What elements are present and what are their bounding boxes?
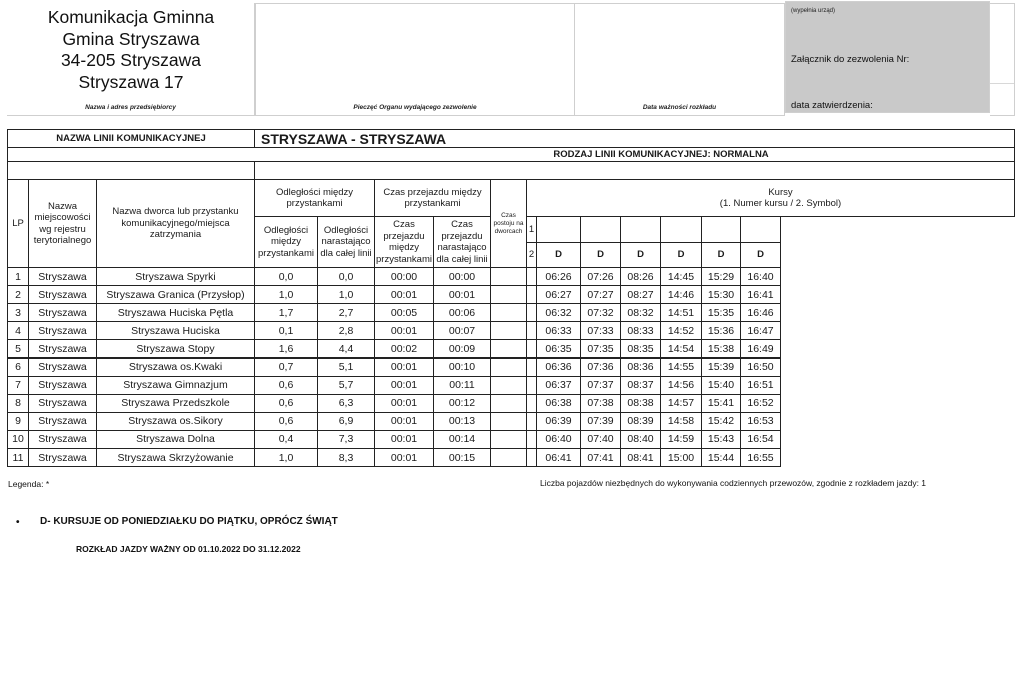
company-line: 34-205 Stryszawa — [60, 50, 202, 70]
course-symbol: D — [740, 242, 781, 268]
cell-dist: 1,6 — [254, 339, 318, 358]
departure-time: 08:37 — [620, 376, 661, 395]
col-stop-time: Czas postoju na dworcach — [490, 179, 527, 268]
cell-time-cum: 00:00 — [433, 267, 491, 286]
course-number — [701, 216, 741, 243]
stop-time-cell — [490, 303, 527, 322]
stop-time-cell — [490, 448, 527, 467]
departure-time: 07:27 — [580, 285, 621, 304]
departure-time: 14:46 — [660, 285, 702, 304]
cell-stop: Stryszawa Dolna — [96, 430, 255, 449]
departure-time: 07:40 — [580, 430, 621, 449]
col-time-group: Czas przejazdu między przystankami — [374, 179, 491, 217]
departure-time: 15:00 — [660, 448, 702, 467]
departure-time: 07:38 — [580, 394, 621, 413]
departure-time: 06:36 — [536, 358, 581, 377]
departure-time: 15:42 — [701, 412, 741, 431]
departure-time: 16:47 — [740, 321, 781, 340]
departure-time: 14:51 — [660, 303, 702, 322]
departure-time: 14:59 — [660, 430, 702, 449]
departure-time: 08:35 — [620, 339, 661, 358]
course-symbol: D — [620, 242, 661, 268]
cell-dist-cum: 1,0 — [317, 285, 375, 304]
departure-time: 14:52 — [660, 321, 702, 340]
departure-time: 15:43 — [701, 430, 741, 449]
departure-time: 16:52 — [740, 394, 781, 413]
line-name-label: NAZWA LINII KOMUNIKACYJNEJ — [7, 129, 255, 148]
stop-time-cell — [490, 358, 527, 377]
departure-time: 16:40 — [740, 267, 781, 286]
col-distance-group: Odległości między przystankami — [254, 179, 375, 217]
cell-dist-cum: 0,0 — [317, 267, 375, 286]
company-line: Stryszawa 17 — [78, 71, 184, 92]
course-symbol: D — [536, 242, 581, 268]
cell-locality: Stryszawa — [28, 285, 97, 304]
cell-time-cum: 00:01 — [433, 285, 491, 304]
company-caption: Nazwa i adres przedsiębiorcy — [85, 104, 176, 111]
col-distance-cumulative: Odległości narastająco dla całej linii — [317, 216, 375, 268]
departure-time: 06:37 — [536, 376, 581, 395]
course-number-row-label: 1 — [526, 216, 537, 243]
cell-lp: 3 — [7, 303, 29, 322]
departure-time: 06:35 — [536, 339, 581, 358]
departure-time: 16:49 — [740, 339, 781, 358]
departure-time: 07:26 — [580, 267, 621, 286]
departure-time: 16:51 — [740, 376, 781, 395]
cell-time: 00:01 — [374, 321, 434, 340]
line-type: RODZAJ LINII KOMUNIKACYJNEJ: NORMALNA — [7, 147, 1015, 162]
cell-lp: 7 — [7, 376, 29, 395]
cell-dist: 1,0 — [254, 285, 318, 304]
stamp-caption: Pieczęć Organu wydającego zezwolenie — [353, 104, 477, 111]
cell-stop: Stryszawa Stopy — [96, 339, 255, 358]
cell-time: 00:01 — [374, 285, 434, 304]
course-number — [536, 216, 581, 243]
office-side-box — [990, 3, 1015, 116]
departure-time: 08:36 — [620, 358, 661, 377]
departure-time: 06:39 — [536, 412, 581, 431]
cell-time: 00:01 — [374, 430, 434, 449]
cell-dist-cum: 4,4 — [317, 339, 375, 358]
course-number — [580, 216, 621, 243]
departure-time: 07:33 — [580, 321, 621, 340]
departure-time: 07:36 — [580, 358, 621, 377]
cell-time: 00:01 — [374, 448, 434, 467]
departure-time: 06:33 — [536, 321, 581, 340]
cell-time: 00:01 — [374, 394, 434, 413]
company-address — [7, 7, 255, 93]
stop-time-cell — [490, 285, 527, 304]
departure-time: 15:36 — [701, 321, 741, 340]
departure-time: 16:50 — [740, 358, 781, 377]
stop-time-cell — [490, 267, 527, 286]
cell-time-cum: 00:11 — [433, 376, 491, 395]
cell-locality: Stryszawa — [28, 376, 97, 395]
cell-stop: Stryszawa Skrzyżowanie — [96, 448, 255, 467]
cell-time-cum: 00:12 — [433, 394, 491, 413]
cell-stop: Stryszawa os.Kwaki — [96, 358, 255, 377]
cell-dist-cum: 6,3 — [317, 394, 375, 413]
cell-locality: Stryszawa — [28, 448, 97, 467]
cell-lp: 1 — [7, 267, 29, 286]
course-symbol: D — [580, 242, 621, 268]
stop-time-cell — [490, 430, 527, 449]
validity-caption: Data ważności rozkładu — [642, 104, 717, 111]
cell-time: 00:00 — [374, 267, 434, 286]
legend-label: Legenda: * — [8, 479, 50, 489]
departure-time: 07:41 — [580, 448, 621, 467]
course-symbol-row-label: 2 — [526, 242, 537, 268]
cell-locality: Stryszawa — [28, 358, 97, 377]
departure-time: 08:26 — [620, 267, 661, 286]
approval-date-label: data zatwierdzenia: — [791, 100, 873, 111]
cell-lp: 6 — [7, 358, 29, 377]
cell-locality: Stryszawa — [28, 394, 97, 413]
cell-dist-cum: 8,3 — [317, 448, 375, 467]
cell-stop: Stryszawa os.Sikory — [96, 412, 255, 431]
cell-time-cum: 00:06 — [433, 303, 491, 322]
departure-time: 14:56 — [660, 376, 702, 395]
cell-stop: Stryszawa Gimnazjum — [96, 376, 255, 395]
symbol-d-description: D- KURSUJE OD PONIEDZIAŁKU DO PIĄTKU, OPRÓCZ ŚWIĄT — [40, 516, 338, 527]
col-locality: Nazwa miejscowości wg rejestru terytorialnego — [28, 179, 97, 268]
departure-time: 07:32 — [580, 303, 621, 322]
departure-time: 08:33 — [620, 321, 661, 340]
cell-lp: 5 — [7, 339, 29, 358]
cell-dist-cum: 2,7 — [317, 303, 375, 322]
cell-locality: Stryszawa — [28, 339, 97, 358]
empty-cell — [7, 161, 255, 180]
cell-time: 00:01 — [374, 376, 434, 395]
stop-time-cell — [490, 321, 527, 340]
course-number — [740, 216, 781, 243]
departure-time: 06:41 — [536, 448, 581, 467]
course-symbol: D — [660, 242, 702, 268]
departure-time: 07:37 — [580, 376, 621, 395]
cell-stop: Stryszawa Huciska — [96, 321, 255, 340]
departure-time: 15:39 — [701, 358, 741, 377]
cell-time: 00:05 — [374, 303, 434, 322]
cell-lp: 8 — [7, 394, 29, 413]
cell-time: 00:01 — [374, 412, 434, 431]
cell-stop: Stryszawa Przedszkole — [96, 394, 255, 413]
departure-time: 16:41 — [740, 285, 781, 304]
departure-time: 14:58 — [660, 412, 702, 431]
empty-cell — [254, 161, 1015, 180]
cell-locality: Stryszawa — [28, 321, 97, 340]
cell-time-cum: 00:10 — [433, 358, 491, 377]
departure-time: 06:27 — [536, 285, 581, 304]
departure-time: 08:32 — [620, 303, 661, 322]
cell-stop: Stryszawa Huciska Pętla — [96, 303, 255, 322]
departure-time: 08:40 — [620, 430, 661, 449]
col-courses — [526, 179, 1015, 217]
stamp-box — [255, 3, 575, 116]
cell-time: 00:02 — [374, 339, 434, 358]
course-symbol: D — [701, 242, 741, 268]
cell-time-cum: 00:09 — [433, 339, 491, 358]
company-line: Gmina Stryszawa — [62, 28, 200, 49]
office-note: (wypełnia urząd) — [791, 8, 836, 14]
departure-time: 15:38 — [701, 339, 741, 358]
col-time-cumulative: Czas przejazdu narastająco dla całej linii — [433, 216, 491, 268]
legend-bullet: • — [16, 517, 20, 528]
cell-locality: Stryszawa — [28, 267, 97, 286]
departure-time: 16:54 — [740, 430, 781, 449]
cell-lp: 11 — [7, 448, 29, 467]
courses-subtitle: (1. Numer kursu / 2. Symbol) — [719, 198, 842, 209]
col-stop: Nazwa dworca lub przystanku komunikacyjnego/miejsca zatrzymania — [96, 179, 255, 268]
departure-time: 07:35 — [580, 339, 621, 358]
stop-time-cell — [490, 376, 527, 395]
cell-locality: Stryszawa — [28, 430, 97, 449]
departure-time: 15:30 — [701, 285, 741, 304]
cell-time-cum: 00:07 — [433, 321, 491, 340]
departure-time: 08:39 — [620, 412, 661, 431]
cell-stop: Stryszawa Granica (Przysłop) — [96, 285, 255, 304]
cell-dist: 0,7 — [254, 358, 318, 377]
cell-dist-cum: 2,8 — [317, 321, 375, 340]
departure-time: 15:29 — [701, 267, 741, 286]
departure-time: 08:38 — [620, 394, 661, 413]
departure-time: 14:45 — [660, 267, 702, 286]
cell-dist: 0,6 — [254, 412, 318, 431]
cell-time-cum: 00:14 — [433, 430, 491, 449]
cell-dist: 0,6 — [254, 376, 318, 395]
departure-time: 07:39 — [580, 412, 621, 431]
cell-lp: 4 — [7, 321, 29, 340]
course-number — [660, 216, 702, 243]
cell-dist: 0,0 — [254, 267, 318, 286]
departure-time: 14:54 — [660, 339, 702, 358]
cell-lp: 10 — [7, 430, 29, 449]
departure-time: 16:55 — [740, 448, 781, 467]
cell-stop: Stryszawa Spyrki — [96, 267, 255, 286]
col-time-between: Czas przejazdu między przystankami — [374, 216, 434, 268]
validity-box — [575, 3, 785, 116]
departure-time: 06:40 — [536, 430, 581, 449]
cell-dist-cum: 7,3 — [317, 430, 375, 449]
departure-time: 16:53 — [740, 412, 781, 431]
col-distance-between: Odległości między przystankami — [254, 216, 318, 268]
stop-time-cell — [490, 339, 527, 358]
departure-time: 15:41 — [701, 394, 741, 413]
cell-dist: 1,0 — [254, 448, 318, 467]
cell-dist: 0,4 — [254, 430, 318, 449]
cell-time-cum: 00:13 — [433, 412, 491, 431]
vehicles-note: Liczba pojazdów niezbędnych do wykonywania codziennych przewozów, zgodnie z rozkładem jazdy: 1 — [540, 478, 927, 488]
cell-dist-cum: 6,9 — [317, 412, 375, 431]
stop-time-cell — [490, 394, 527, 413]
cell-dist-cum: 5,7 — [317, 376, 375, 395]
company-line: Komunikacja Gminna — [47, 7, 215, 27]
departure-time: 14:57 — [660, 394, 702, 413]
cell-lp: 9 — [7, 412, 29, 431]
departure-time: 06:26 — [536, 267, 581, 286]
departure-time: 15:40 — [701, 376, 741, 395]
office-box — [785, 1, 990, 113]
course-number — [620, 216, 661, 243]
cell-dist: 0,1 — [254, 321, 318, 340]
departure-time: 16:46 — [740, 303, 781, 322]
company-box — [7, 3, 255, 116]
departure-time: 08:27 — [620, 285, 661, 304]
cell-time: 00:01 — [374, 358, 434, 377]
cell-locality: Stryszawa — [28, 303, 97, 322]
departure-time: 06:32 — [536, 303, 581, 322]
col-lp: LP — [7, 179, 29, 268]
departure-time: 08:41 — [620, 448, 661, 467]
departure-time: 14:55 — [660, 358, 702, 377]
cell-time-cum: 00:15 — [433, 448, 491, 467]
courses-title: Kursy — [768, 186, 793, 198]
line-name-value: STRYSZAWA - STRYSZAWA — [254, 129, 1015, 148]
cell-locality: Stryszawa — [28, 412, 97, 431]
departure-time: 15:35 — [701, 303, 741, 322]
attachment-label: Załącznik do zezwolenia Nr: — [791, 54, 910, 65]
cell-dist: 1,7 — [254, 303, 318, 322]
cell-dist: 0,6 — [254, 394, 318, 413]
departure-time: 15:44 — [701, 448, 741, 467]
departure-time: 06:38 — [536, 394, 581, 413]
validity-period: ROZKŁAD JAZDY WAŻNY OD 01.10.2022 DO 31.12.2022 — [76, 544, 301, 554]
cell-dist-cum: 5,1 — [317, 358, 375, 377]
stop-time-cell — [490, 412, 527, 431]
cell-lp: 2 — [7, 285, 29, 304]
